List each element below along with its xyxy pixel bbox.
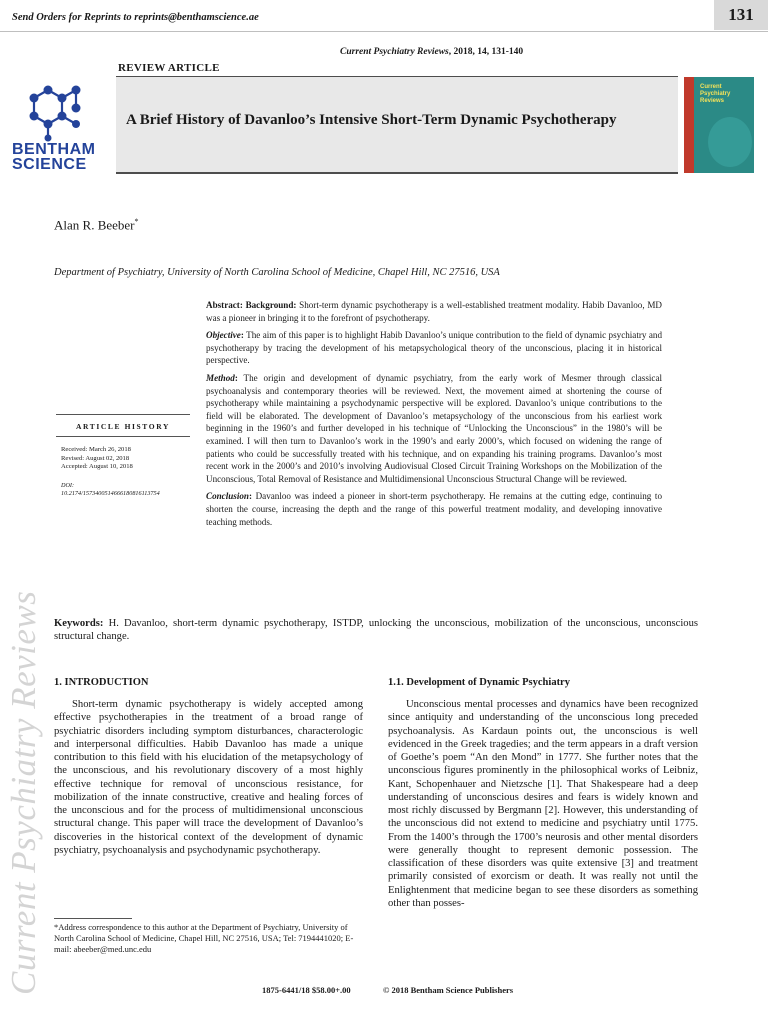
title-rule-bottom — [116, 172, 678, 174]
article-history-dates — [61, 446, 133, 472]
author-text: Alan R. Beeber — [54, 217, 135, 233]
journal-citation — [340, 47, 523, 57]
bentham-molecule-logo-icon — [24, 82, 86, 142]
conclusion-text: Davanloo was indeed a pioneer in short-term psychotherapy. He remains at the cutting edge, continuing to shorten the course, increasing the depth and the range of this powerful treatment modality, and developing innovative teaching methods. — [206, 491, 662, 527]
correspondence-footnote: *Address correspondence to this author at the Department of Psychiatry, University of North Carolina School of Medicine, Chapel Hill, NC 27516, USA; Tel: 7194441020; E-mail: abeeber@med.unc.edu — [54, 922, 354, 954]
bentham-science-wordmark — [12, 142, 108, 172]
reprints-notice: Send Orders for Reprints to reprints@benthamscience.ae — [12, 12, 259, 23]
objective-label: Objective — [206, 330, 241, 341]
keywords-label: Keywords: — [54, 618, 104, 629]
doi-label: DOI: — [61, 482, 75, 489]
abstract — [206, 299, 662, 533]
author-affiliation: Department of Psychiatry, University of North Carolina School of Medicine, Chapel Hill, NC 27516, USA — [54, 267, 500, 278]
abstract-background: Abstract: Background: Short-term dynamic psychotherapy is a well-established treatment modality. Habib Davanloo, MD was a pioneer in bringing it to the forefront of psychotherapy. — [206, 300, 662, 323]
background-text: Short-term dynamic psychotherapy is a well-established treatment modality. Habib Davanloo, MD was a pioneer in bringing it to the forefront of psychotherapy. — [206, 300, 662, 323]
article-title: A Brief History of Davanloo’s Intensive Short-Term Dynamic Psychotherapy — [126, 112, 617, 128]
abstract-conclusion: Conclusion: Davanloo was indeed a pioneer in short-term psychotherapy. He remains at the cutting edge, continuing to shorten the course, increasing the depth and the range of this powerful treatment modality, and developing innovative teaching methods. — [206, 491, 662, 527]
history-rule-bottom — [56, 436, 190, 437]
objective-text: The aim of this paper is to highlight Habib Davanloo’s unique contribution to the field of dynamic psychiatry and psychotherapy by tracing the development of his metapsychological theory of the unconscious, placing it in historical perspective. — [206, 330, 662, 366]
page-number: 131 — [714, 0, 768, 30]
author-footnote-mark: * — [134, 217, 139, 226]
keywords — [54, 617, 698, 643]
accepted-date: Accepted: August 10, 2018 — [61, 463, 133, 470]
logo-word-science: SCIENCE — [12, 156, 87, 173]
abstract-objective: Objective: The aim of this paper is to highlight Habib Davanloo’s unique contribution to the field of dynamic psychiatry and psychotherapy by tracing the development of his metapsychological theory of the unconscious, placing it in historical perspective. — [206, 330, 662, 366]
received-date: Received: March 26, 2018 — [61, 446, 131, 453]
introduction-paragraph: Short-term dynamic psychotherapy is widely accepted among effective psychotherapies in the treatment of a broad range of psychiatric disorders including symptom disturbances, characterologic and interpersonal difficulties. Habib Davanloo has made a unique contribution to this field with his elucidation of the metapsychology of the unconscious, and his revolutionary discovery of a most highly effective technique for removal of unconscious resistance, for mobilization of the innate constructive, creative and healing forces of the unconscious and for the process of multidimensional unconscious structural change. This paper will trace the development of Davanloo’s discoveries in the historical context of the development of dynamic psychiatry, psychoanalysis and psychodynamic psychotherapy. — [54, 699, 363, 856]
section-heading-introduction: 1. INTRODUCTION — [54, 677, 149, 688]
header-divider — [0, 31, 768, 32]
method-text: The origin and development of dynamic psychiatry, from the early work of Mesmer through classical psychoanalysis and contemporary theories will be reviewed. Next, the movement aimed at shortening the course of psychotherapy while maintaining a psychodynamic perspective will be explored. Davanloo’s unique contributions to the field will be elaborated. The development of Davanloo’s metapsychology of the unconscious from his earliest work beginning in the 1960’s and further developed in his technique of “Unlocking the Unconscious” in the 1980’s will be examined. I will then turn to Davanloo’s work in the 1990’s and early 2000’s, which focused on widening the range of patients who could be successfully treated with his technique, and on expanding his training programs. Davanloo’s most recent work in the 2000’s and 2010’s involving Audiovisual Closed Circuit Training Workshops on the Mobilization of the Unconscious, Total Removal of Resistance and Multidimensional Unconscious Structural Change will be reviewed. — [206, 372, 663, 484]
footer-copyright: © 2018 Bentham Science Publishers — [383, 985, 514, 995]
abstract-method: Method: The origin and development of dynamic psychiatry, from the early work of Mesmer through classical psychoanalysis and contemporary theories will be reviewed. Next, the movement aimed at shortening the course of psychotherapy while maintaining a psychodynamic perspective will be explored. Davanloo’s unique contributions to the field will be elaborated. The development of Davanloo’s metapsychology of the unconscious from his earliest work beginning in the 1960’s and further developed in his technique of “Unlocking the Unconscious” in the 1980’s will be examined. I will then turn to Davanloo’s work in the 1990’s and early 2000’s, which focused on widening the range of patients who could be successfully treated with his technique, and on expanding his training programs. Davanloo’s most recent work in the 2000’s and 2010’s involving Audiovisual Closed Circuit Training Workshops on the Mobilization of the Unconscious, Total Removal of Resistance and Multidimensional Unconscious Structural Change will be reviewed. — [206, 372, 663, 484]
cover-title — [700, 84, 730, 105]
dynamic-psychiatry-paragraph: Unconscious mental processes and dynamics have been recognized since antiquity and understanding of the unconscious long preceded psychoanalysis. As Kardaun points out, the unconscious is well evidenced in the Greek tragedies; and the term appears in a draft version of Goethe’s poem “An den Mond” in 1777. She further notes that the unconscious figures prominently in the philosophical works of Leibniz, Kant, Schopenhauer and Nietzsche [1]. That Shakespeare had a deep understanding of unconscious desires and fears is widely known and most richly discussed by Bergmann [2]. However, this understanding of the unconscious did not extend to medicine and psychiatry until 1775. From the 1400’s through the 1700’s neurosis and other mental disorders were generally thought to represent demonic possession. The classification of these disorders was quite extensive [3] and treatment primarily consisted of exorcism or death. It was really not until the Enlightenment that medicine began to see these disorders as something other than posses- — [388, 699, 698, 909]
history-rule-top — [56, 414, 190, 415]
author-name — [54, 217, 139, 233]
citation-details: , 2018, 14, 131-140 — [448, 47, 524, 57]
watermark-text: Current Psychiatry Reviews — [4, 590, 43, 995]
citation-journal: Current Psychiatry Reviews — [340, 47, 449, 57]
abstract-label: Abstract: Background — [206, 300, 294, 310]
cover-title-line1: Current — [700, 84, 722, 90]
cover-title-line3: Reviews — [700, 98, 725, 104]
logo-word-bentham: BENTHAM — [12, 141, 96, 158]
footnote-rule — [54, 918, 132, 919]
article-history-label: ARTICLE HISTORY — [76, 422, 170, 431]
section-heading-dynamic-psychiatry: 1.1. Development of Dynamic Psychiatry — [388, 677, 570, 688]
conclusion-label: Conclusion — [206, 491, 249, 502]
doi-value: 10.2174/1573400514666180816113754 — [61, 490, 160, 497]
revised-date: Revised: August 02, 2018 — [61, 454, 130, 462]
cover-decoration — [708, 117, 752, 167]
vertical-journal-watermark — [4, 515, 44, 995]
cover-spine — [684, 77, 694, 173]
journal-cover-thumbnail — [684, 77, 754, 173]
method-label: Method — [206, 372, 235, 383]
article-type: REVIEW ARTICLE — [118, 62, 220, 74]
cover-title-line2: Psychiatry — [700, 91, 731, 97]
footer-issn: 1875-6441/18 $58.00+.00 — [262, 985, 351, 995]
keywords-text: H. Davanloo, short-term dynamic psychotherapy, ISTDP, unlocking the unconscious, mobilization of the unconscious, unconscious structural change. — [54, 618, 698, 642]
article-doi — [61, 482, 160, 498]
